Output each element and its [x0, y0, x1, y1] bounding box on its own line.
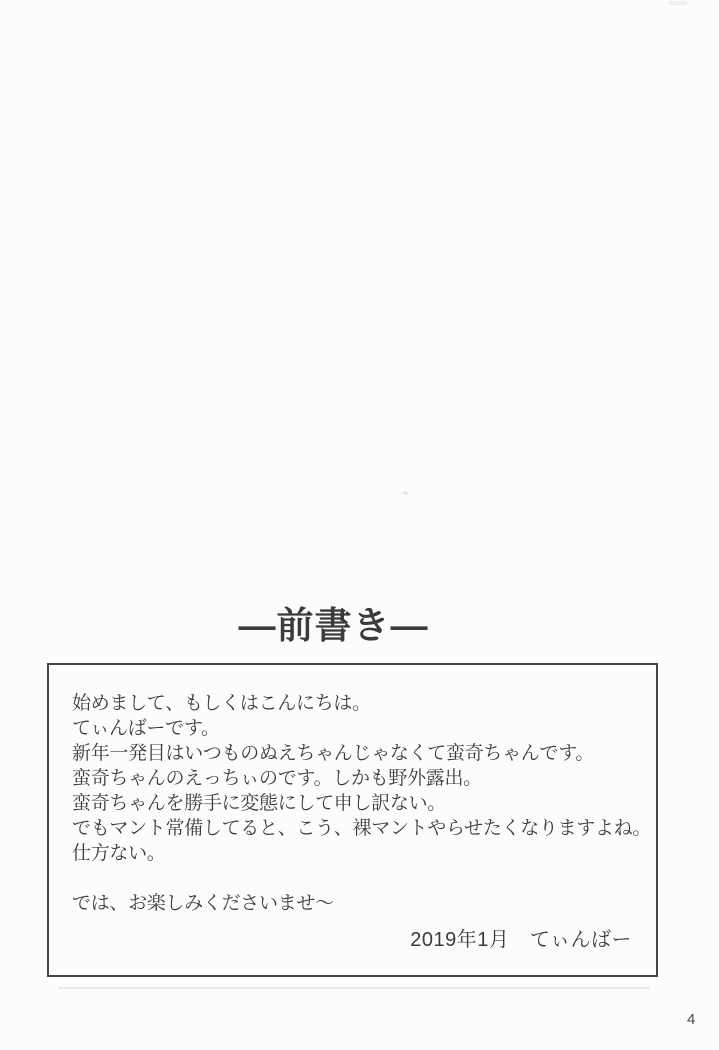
preface-line: でもマント常備してると、こう、裸マントやらせたくなりますよね。	[72, 818, 652, 839]
preface-blank-line	[72, 866, 638, 891]
page-number: 4	[687, 1011, 696, 1028]
preface-line: 蛮奇ちゃんを勝手に変態にして申し訳ない。	[72, 793, 447, 814]
preface-text-box	[47, 663, 658, 977]
scan-dot-artifact	[403, 491, 408, 495]
preface-line: 仕方ない。	[72, 843, 166, 864]
scan-smudge-artifact	[669, 1, 687, 5]
scan-shadow-artifact	[58, 987, 650, 989]
preface-signature: 2019年1月 てぃんばー	[410, 929, 632, 951]
preface-line: 始めまして、もしくはこんにちは。	[72, 693, 371, 714]
preface-text-block	[72, 691, 652, 916]
preface-line: では、お楽しみくださいませ～	[72, 893, 334, 914]
preface-line: てぃんばーです。	[72, 718, 220, 739]
preface-line: 新年一発目はいつものぬえちゃんじゃなくて蛮奇ちゃんです。	[72, 743, 595, 764]
preface-line: 蛮奇ちゃんのえっちぃのです。しかも野外露出。	[72, 768, 482, 789]
preface-title: ―前書き―	[238, 605, 429, 646]
